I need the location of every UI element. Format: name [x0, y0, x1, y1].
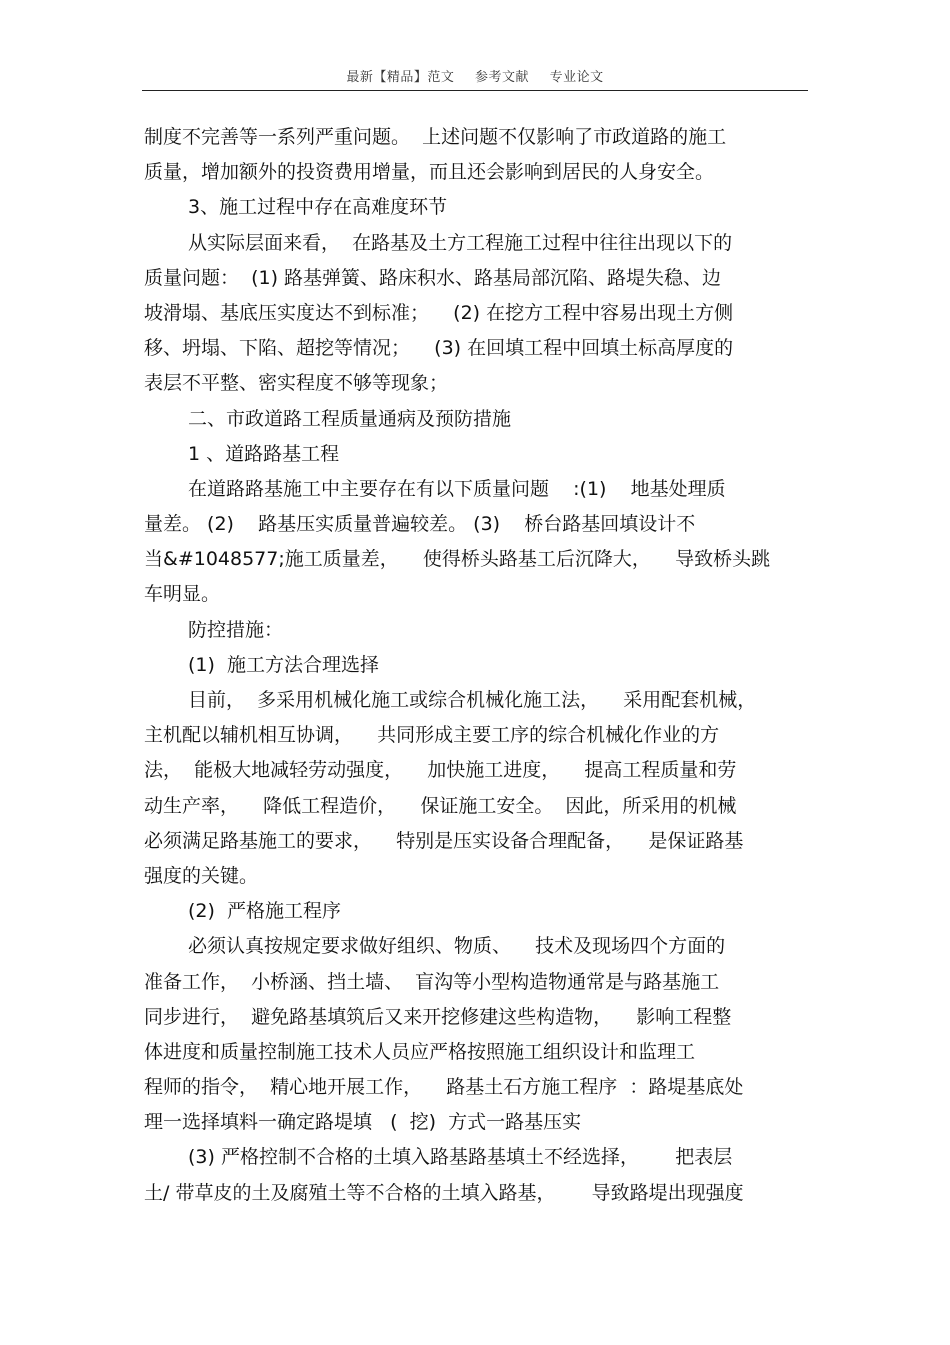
- text-line: 从实际层面来看， 在路基及土方工程施工过程中往往出现以下的: [188, 231, 733, 254]
- header-item-fanwen: 最新【精品】范文: [346, 70, 455, 85]
- header-item-papers: 专业论文: [549, 70, 604, 85]
- text-line: 制度不完善等一系列严重问题。 上述问题不仅影响了市政道路的施工: [144, 126, 727, 148]
- section-heading: (2) 严格施工程序: [188, 900, 341, 923]
- text-line: 动生产率， 降低工程造价， 保证施工安全。 因此，所采用的机械: [144, 794, 737, 817]
- text-line: 法， 能极大地减轻劳动强度， 加快施工进度， 提高工程质量和劳: [144, 759, 737, 782]
- text-line: 体进度和质量控制施工技术人员应严格按照施工组织设计和监理工: [144, 1040, 696, 1063]
- document-body: [144, 120, 806, 1211]
- text-line: 表层不平整、密实程度不够等现象；: [144, 372, 449, 395]
- text-line: 理一选择填料一确定路堤填 ( 挖) 方式一路基压实: [144, 1111, 582, 1134]
- text-line: 车明显。: [144, 583, 221, 606]
- section-heading: 3、施工过程中存在高难度环节: [188, 196, 448, 219]
- section-heading: 二、市政道路工程质量通病及预防措施: [188, 407, 512, 430]
- text-line: 主机配以辅机相互协调， 共同形成主要工序的综合机械化作业的方: [144, 724, 720, 747]
- section-heading: (1) 施工方法合理选择: [188, 653, 379, 676]
- text-line: 程师的指令， 精心地开展工作， 路基土石方施工程序 ：路堤基底处: [144, 1076, 744, 1099]
- text-line: 质量，增加额外的投资费用增量，而且还会影响到居民的人身安全。: [144, 161, 715, 184]
- page-header: [0, 66, 950, 85]
- text-line: 土/ 带草皮的土及腐殖土等不合格的土填入路基， 导致路堤出现强度: [144, 1181, 744, 1204]
- text-line: 强度的关键。: [144, 864, 259, 887]
- text-line: 在道路路基施工中主要存在有以下质量问题 :(1) 地基处理质: [188, 477, 726, 500]
- text-line: 质量问题： (1) 路基弹簧、路床积水、路基局部沉陷、路堤失稳、边: [144, 266, 722, 289]
- text-line: 同步进行， 避免路基填筑后又来开挖修建这些构造物， 影响工程整: [144, 1005, 732, 1028]
- text-line: 目前， 多采用机械化施工或综合机械化施工法， 采用配套机械，: [188, 689, 757, 711]
- text-line: 必须满足路基施工的要求， 特别是压实设备合理配备， 是保证路基: [144, 829, 744, 852]
- text-line: 准备工作， 小桥涵、挡土墙、 盲沟等小型构造物通常是与路基施工: [144, 970, 720, 993]
- header-item-references: 参考文献: [474, 70, 529, 85]
- text-line: 移、坍塌、下陷、超挖等情况； (3) 在回填工程中回填土标高厚度的: [144, 337, 734, 360]
- text-line: (3) 严格控制不合格的土填入路基路基填土不经选择， 把表层: [188, 1146, 733, 1169]
- header-divider: [142, 90, 808, 91]
- text-line: 必须认真按规定要求做好组织、物质、 技术及现场四个方面的: [188, 935, 726, 958]
- text-line: 当&#1048577;施工质量差， 使得桥头路基工后沉降大， 导致桥头跳: [144, 548, 771, 571]
- text-line: 量差。 (2) 路基压实质量普遍较差。 (3) 桥台路基回填设计不: [144, 513, 696, 536]
- text-line: 坡滑塌、基底压实度达不到标准； (2) 在挖方工程中容易出现土方侧: [144, 301, 734, 324]
- section-heading: 1 、道路路基工程: [188, 442, 340, 465]
- section-heading: 防控措施：: [188, 618, 284, 641]
